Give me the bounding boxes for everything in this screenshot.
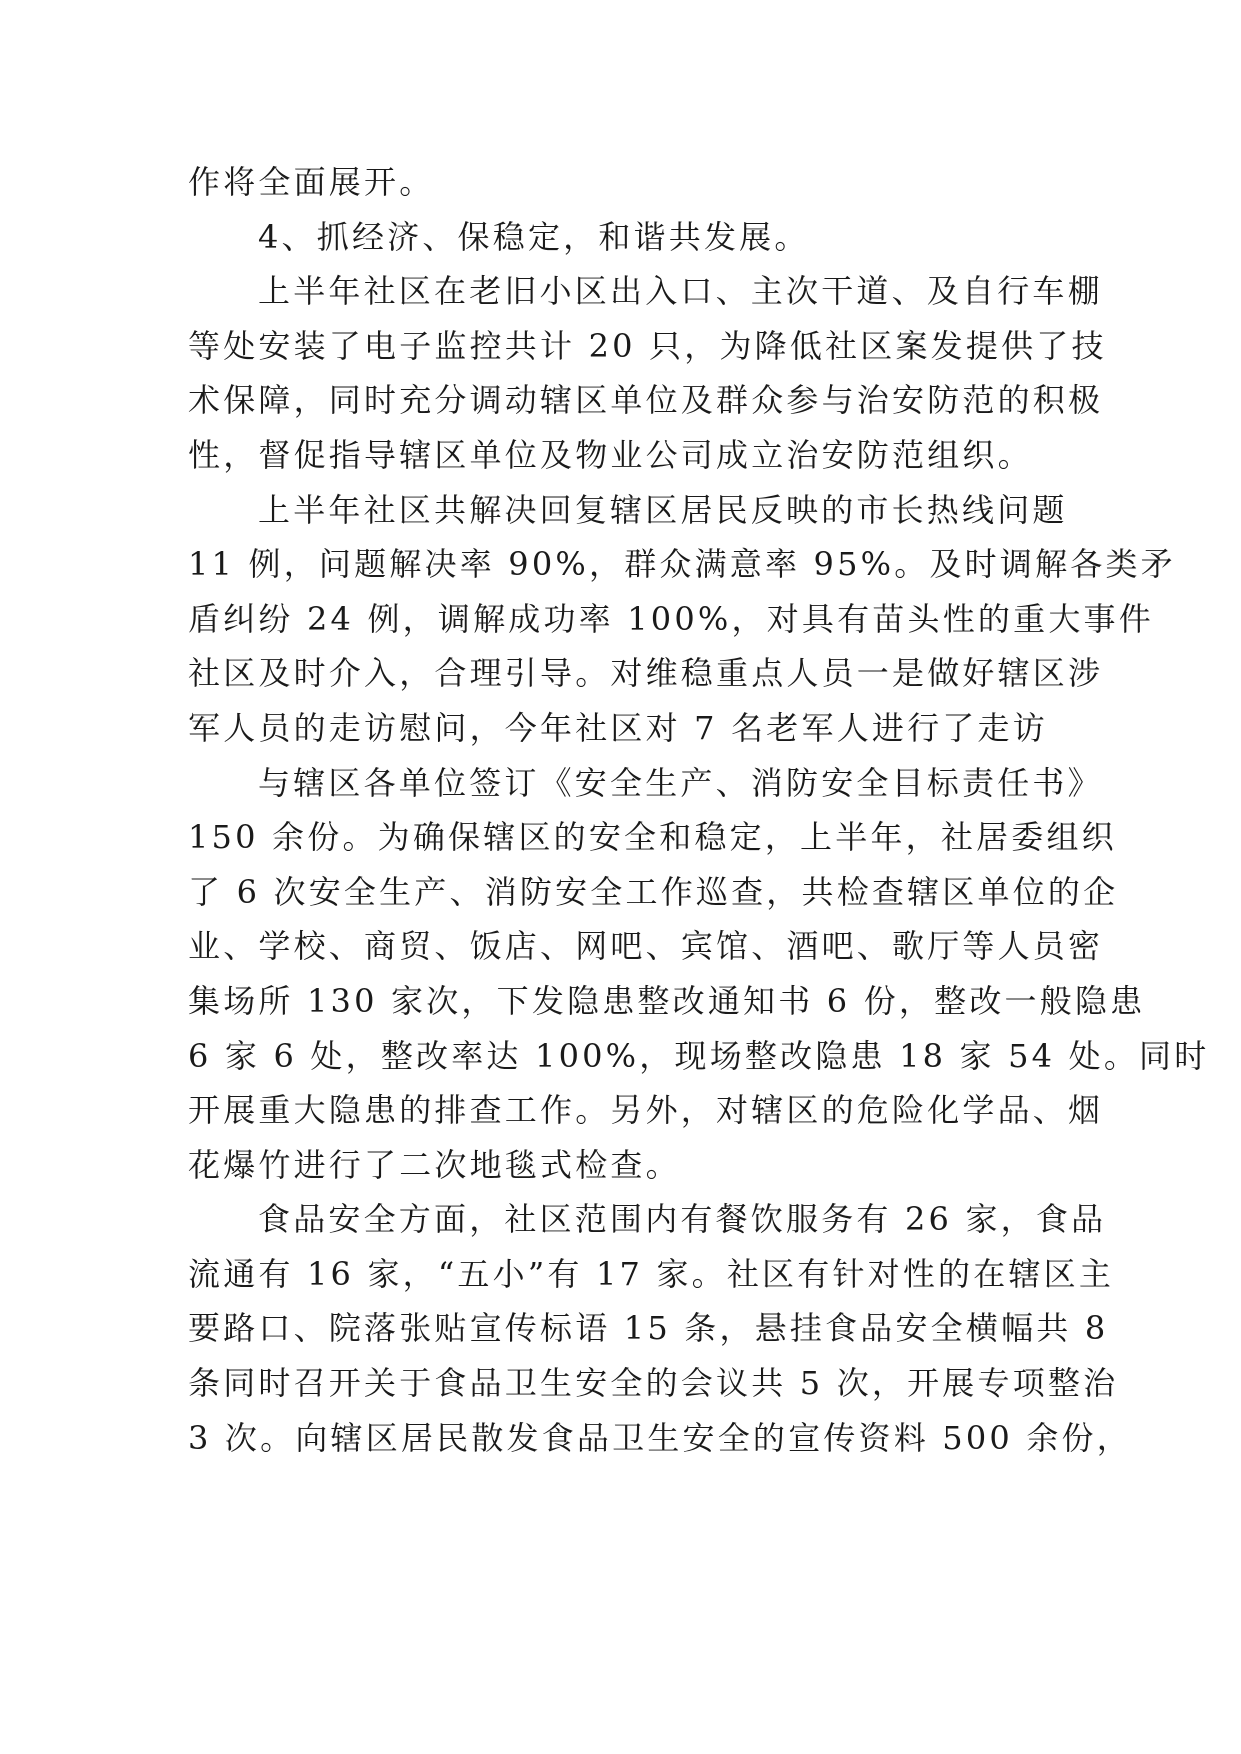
text-line: 作将全面展开。 [188, 163, 435, 201]
text-line: 业、学校、商贸、饭店、网吧、宾馆、酒吧、歌厅等人员密 [188, 927, 1104, 966]
text-line: 6 家 6 处，整改率达 100%，现场整改隐患 18 家 54 处。同时 [188, 1036, 1210, 1075]
text-line: 条同时召开关于食品卫生安全的会议共 5 次，开展专项整治 [188, 1364, 1119, 1403]
text-line: 社区及时介入，合理引导。对维稳重点人员一是做好辖区涉 [188, 654, 1104, 693]
text-line: 等处安装了电子监控共计 20 只，为降低社区案发提供了技 [188, 326, 1107, 365]
text-line: 11 例，问题解决率 90%，群众满意率 95%。及时调解各类矛 [188, 545, 1176, 584]
text-line: 150 余份。为确保辖区的安全和稳定，上半年，社居委组织 [188, 818, 1117, 857]
text-line: 花爆竹进行了二次地毯式检查。 [188, 1145, 681, 1184]
paragraph-1 [188, 155, 1054, 210]
text-line: 要路口、院落张贴宣传标语 15 条，悬挂食品安全横幅共 8 [188, 1309, 1109, 1348]
text-line: 食品安全方面，社区范围内有餐饮服务有 26 家，食品 [258, 1200, 1107, 1239]
text-line: 上半年社区在老旧小区出入口、主次干道、及自行车棚 [258, 272, 1103, 311]
paragraph-2-heading [188, 210, 1054, 265]
text-line: 盾纠纷 24 例，调解成功率 100%，对具有苗头性的重大事件 [188, 599, 1154, 638]
text-line: 术保障，同时充分调动辖区单位及群众参与治安防范的积极 [188, 381, 1104, 420]
text-line: 军人员的走访慰问，今年社区对 7 名老军人进行了走访 [188, 708, 1048, 747]
text-line: 了 6 次安全生产、消防安全工作巡查，共检查辖区单位的企 [188, 872, 1119, 911]
text-line: 3 次。向辖区居民散发食品卫生安全的宣传资料 500 余份， [188, 1418, 1132, 1457]
text-line: 性，督促指导辖区单位及物业公司成立治安防范组织。 [188, 435, 1033, 474]
text-line: 集场所 130 家次，下发隐患整改通知书 6 份，整改一般隐患 [188, 981, 1146, 1020]
text-line: 流通有 16 家，“五小”有 17 家。社区有针对性的在辖区主 [188, 1254, 1115, 1293]
text-line: 开展重大隐患的排查工作。另外，对辖区的危险化学品、烟 [188, 1091, 1104, 1130]
paragraph-5 [188, 756, 1210, 1193]
text-line: 与辖区各单位签订《安全生产、消防安全目标责任书》 [258, 763, 1103, 802]
text-line: 上半年社区共解决回复辖区居民反映的市长热线问题 [258, 490, 1068, 529]
paragraph-3 [188, 264, 1107, 482]
paragraph-6 [188, 1192, 1132, 1465]
paragraph-4 [188, 483, 1176, 756]
document-body [188, 155, 1210, 1465]
section-heading: 4、抓经济、保稳定，和谐共发展。 [258, 217, 810, 256]
